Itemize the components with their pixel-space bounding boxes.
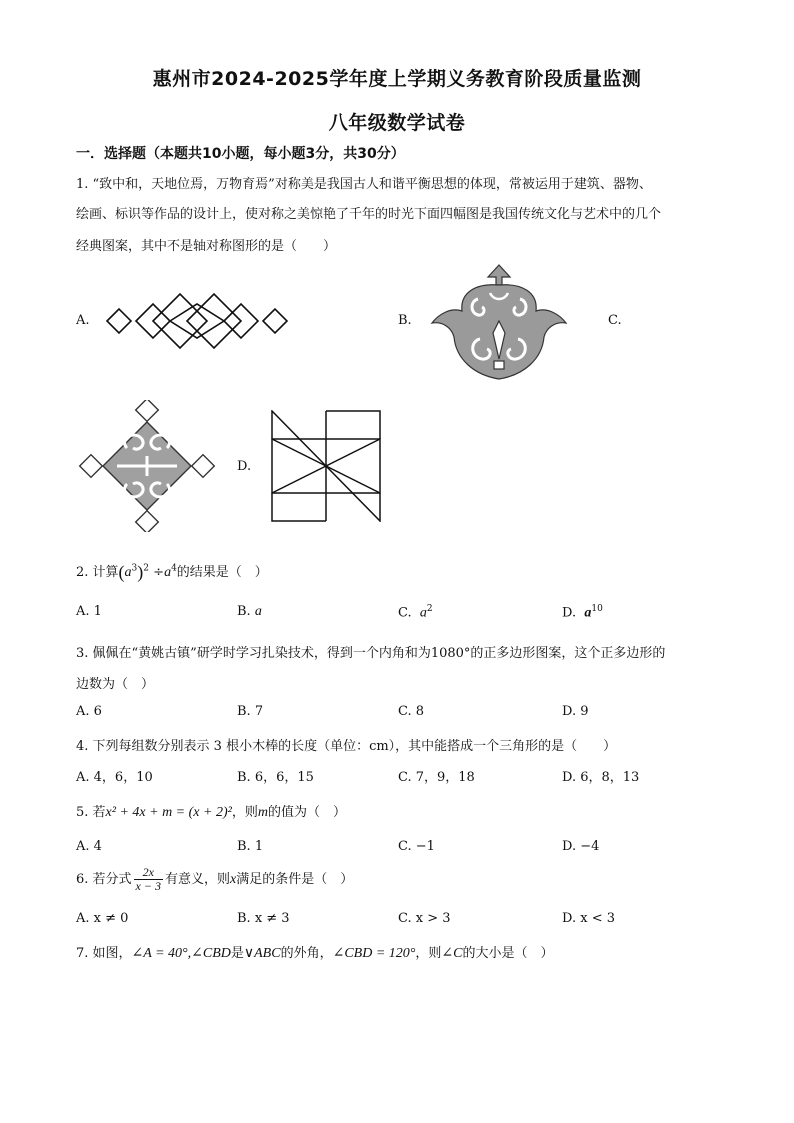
- q6-option-c: C. x > 3: [398, 911, 451, 926]
- q6-option-d: D. x < 3: [562, 911, 615, 926]
- q6-option-a: A. x ≠ 0: [76, 911, 129, 926]
- q1-option-b-label: B.: [398, 313, 412, 328]
- q4-option-c: C. 7，9，18: [398, 770, 475, 785]
- page-subtitle: 八年级数学试卷: [328, 112, 466, 134]
- q5-option-c: C. −1: [398, 839, 435, 854]
- q5-stem: 5. 若x² + 4x + m = (x + 2)²，则m的值为（ ）: [76, 805, 346, 820]
- q2-option-a: A. 1: [76, 604, 102, 619]
- q5-option-d: D. −4: [562, 839, 600, 854]
- q3-line2: 边数为（ ）: [76, 677, 155, 692]
- q1-option-d-label: D.: [237, 459, 252, 474]
- q4-option-a: A. 4，6，10: [76, 770, 153, 785]
- q2-option-c: C. $a^2$: [398, 604, 433, 621]
- q4-option-b: B. 6，6，15: [237, 770, 314, 785]
- q1-figure-d-pinwheel: [271, 410, 381, 522]
- q3-line1: 3. 佩佩在“黄姚古镇”研学时学习扎染技术，得到一个内角和为1080°的正多边形图案，这个正多边形的: [76, 646, 666, 661]
- q1-option-a-label: A.: [76, 313, 90, 328]
- q2-stem: 2. 计算$(a^3)^2 \div a^4$的结果是（ ）: [76, 562, 268, 582]
- q7-stem: 7. 如图，∠A = 40°,∠CBD是∨ABC的外角，∠CBD = 120°，则∠C的大小是（ ）: [76, 946, 554, 961]
- q6-option-b: B. x ≠ 3: [237, 911, 290, 926]
- q3-option-b: B. 7: [237, 704, 264, 719]
- q1-option-c-label: C.: [608, 313, 622, 328]
- q1-line2: 绘画、标识等作品的设计上，使对称之美惊艳了千年的时光下面四幅图是我国传统文化与艺术中的几个: [76, 207, 662, 222]
- q2-option-b: B. a: [237, 604, 262, 619]
- q3-option-d: D. 9: [562, 704, 589, 719]
- section-heading: 一．选择题（本题共10小题，每小题3分，共30分）: [76, 146, 405, 162]
- q1-line3: 经典图案，其中不是轴对称图形的是（ ）: [76, 239, 337, 254]
- q4-stem: 4. 下列每组数分别表示 3 根小木棒的长度（单位：cm），其中能搭成一个三角形的是（ ）: [76, 739, 617, 754]
- q1-figure-c-swirl-ornament: [77, 400, 219, 532]
- q2-option-d: D. $a^{10}$: [562, 604, 603, 621]
- q1-line1: 1. “致中和，天地位焉，万物育焉”对称美是我国古人和谐平衡思想的体现，常被运用于建筑、器物、: [76, 177, 652, 192]
- q5-option-b: B. 1: [237, 839, 264, 854]
- q6-fraction: $\frac{2x}{x - 3}$: [135, 865, 161, 893]
- page-title: 惠州市2024-2025学年度上学期义务教育阶段质量监测: [152, 68, 642, 90]
- q3-option-c: C. 8: [398, 704, 425, 719]
- q4-option-d: D. 6，8，13: [562, 770, 640, 785]
- q1-figure-a-diamond-chain: [104, 290, 290, 352]
- q6-stem: 6. 若分式 $\frac{2x}{x - 3}$ 有意义，则x满足的条件是（ ）: [76, 865, 354, 893]
- q5-option-a: A. 4: [76, 839, 102, 854]
- q1-figure-b-ornament: [430, 263, 568, 381]
- q3-option-a: A. 6: [76, 704, 102, 719]
